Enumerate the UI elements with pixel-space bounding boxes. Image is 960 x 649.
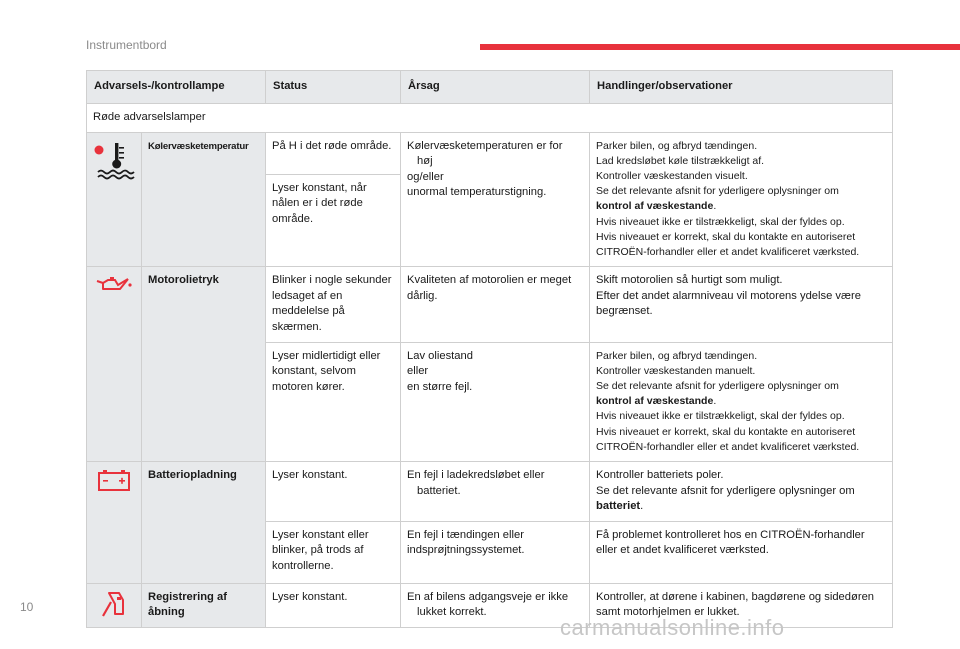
battery-cause-1: En fejl i ladekredsløbet eller batteriet. <box>401 462 590 522</box>
battery-icon <box>93 468 135 492</box>
header-accent-bar <box>480 44 960 50</box>
battery-actions-2: Få problemet kontrolleret hos en CITROËN-forhandler eller et andet kvalificeret værksted. <box>590 521 893 583</box>
header-status: Status <box>266 71 401 104</box>
oil-lamp-name: Motorolietryk <box>142 267 266 462</box>
coolant-cause: Kølervæsketemperaturen er for høj og/eller unormal temperaturstigning. <box>401 132 590 267</box>
table-header-row <box>87 71 893 104</box>
coolant-status-1: På H i det røde område. <box>266 132 401 174</box>
oil-cause-1: Kvaliteten af motorolien er meget dårlig. <box>401 267 590 342</box>
coolant-temperature-icon <box>93 139 135 181</box>
door-open-icon <box>93 590 135 620</box>
table-row <box>87 132 893 174</box>
header-cause: Årsag <box>401 71 590 104</box>
door-status: Lyser konstant. <box>266 583 401 627</box>
section-row <box>87 104 893 133</box>
coolant-status-2: Lyser konstant, når nålen er i det røde område. <box>266 174 401 267</box>
door-lamp-name: Registrering af åbning <box>142 583 266 627</box>
battery-lamp-name: Batteriopladning <box>142 462 266 584</box>
oil-cause-2: Lav oliestand eller en større fejl. <box>401 342 590 461</box>
battery-actions-1: Kontroller batteriets poler. Se det relevante afsnit for yderligere oplysninger om batteriet. <box>590 462 893 522</box>
coolant-lamp-name: Kølervæsketemperatur <box>142 132 266 267</box>
table-row <box>87 462 893 522</box>
battery-status-2: Lyser konstant eller blinker, på trods af kontrollerne. <box>266 521 401 583</box>
door-icon-cell <box>87 583 142 627</box>
coolant-actions: Parker bilen, og afbryd tændingen. Lad kredsløbet køle tilstrækkeligt af. Kontroller væskestanden visuelt. Se det relevante afsnit for yderligere oplysninger om kontrol af væskestande. Hvis niveauet ikke er tilstrækkeligt, skal der fyldes op. Hvis niveauet er korrekt, skal du kontakte en autoriseret CITROËN-forhandler eller et andet kvalificeret værksted. <box>590 132 893 267</box>
battery-icon-cell <box>87 462 142 584</box>
oil-actions-2: Parker bilen, og afbryd tændingen. Kontroller væskestanden manuelt. Se det relevante afsnit for yderligere oplysninger om kontrol af væskestande. Hvis niveauet ikke er tilstrækkeligt, skal der fyldes op. Hvis niveauet er korrekt, skal du kontakte en autoriseret CITROËN-forhandler eller et andet kvalificeret værksted. <box>590 342 893 461</box>
table-row <box>87 267 893 342</box>
oil-status-1: Blinker i nogle sekunder ledsaget af en meddelelse på skærmen. <box>266 267 401 342</box>
header-lamp: Advarsels-/kontrollampe <box>87 71 266 104</box>
oil-icon-cell <box>87 267 142 462</box>
battery-cause-2: En fejl i tændingen eller indsprøjtningssystemet. <box>401 521 590 583</box>
section-label: Røde advarselslamper <box>87 104 893 133</box>
page-section-title: Instrumentbord <box>86 38 167 52</box>
warning-lamps-table <box>86 70 893 628</box>
header-actions: Handlinger/observationer <box>590 71 893 104</box>
page-number: 10 <box>20 600 34 614</box>
oil-status-2: Lyser midlertidigt eller konstant, selvom motoren kører. <box>266 342 401 461</box>
oil-pressure-icon <box>93 273 135 297</box>
door-actions: Kontroller, at dørene i kabinen, bagdørene og sidedøren samt motorhjelmen er lukket. <box>590 583 893 627</box>
battery-status-1: Lyser konstant. <box>266 462 401 522</box>
watermark: carmanualsonline.info <box>560 615 785 640</box>
door-cause: En af bilens adgangsveje er ikke lukket korrekt. <box>401 583 590 627</box>
coolant-icon-cell <box>87 132 142 267</box>
oil-actions-1: Skift motorolien så hurtigt som muligt. Efter det andet alarmniveau vil motorens ydelse være begrænset. <box>590 267 893 342</box>
